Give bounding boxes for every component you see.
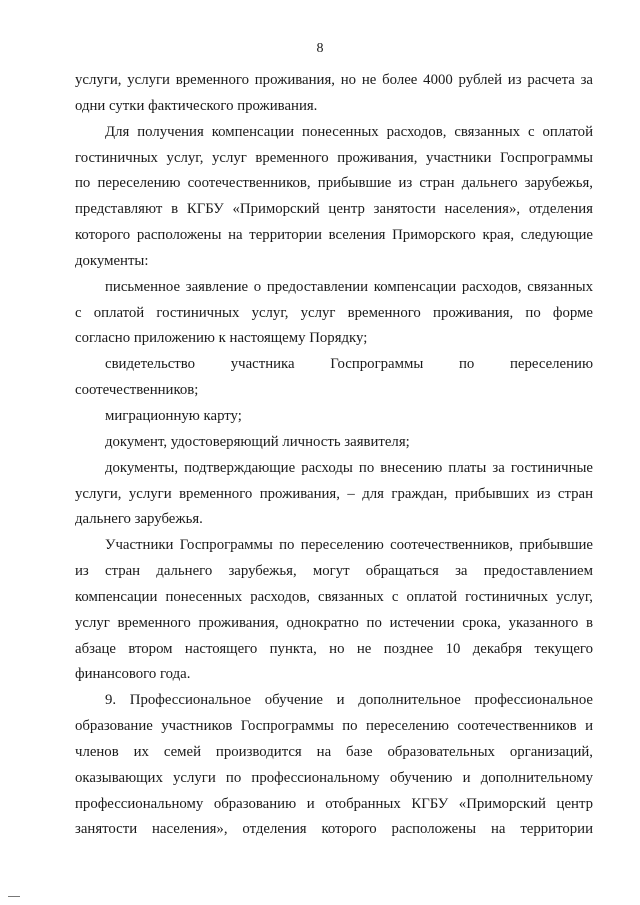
text-line: компенсации понесенных расходов, связанных с оплатой гостиничных услуг, [75,588,593,605]
text-line: документы: [75,252,149,269]
page-number: 8 [316,41,324,56]
text-line: миграционную карту; [105,407,242,424]
document-body [75,68,593,843]
text-line: одни сутки фактического проживания. [75,97,318,114]
text-line: оказывающих услуги по профессиональному обучению и дополнительному [75,769,593,786]
text-line: 9. Профессиональное обучение и дополнительное профессиональное [105,692,593,709]
text-line: абзаце втором настоящего пункта, но не позднее 10 декабря текущего [75,640,593,657]
text-line: финансового года. [75,666,191,683]
text-line: которого расположены на территории вселения Приморского края, следующие [75,227,593,244]
text-line: из стран дальнего зарубежья, могут обращаться за предоставлением [75,563,593,580]
text-line: документы, подтверждающие расходы по внесению платы за гостиничные [105,459,593,476]
text-line: согласно приложению к настоящему Порядку; [75,330,368,347]
text-line: услуги, услуги временного проживания, – для граждан, прибывших из стран [75,485,593,502]
text-line: занятости населения», отделения которого расположены на территории [75,821,593,838]
text-line: с оплатой гостиничных услуг, услуг временного проживания, по форме [75,304,593,321]
text-line: письменное заявление о предоставлении компенсации расходов, связанных [105,278,593,295]
text-line: услуг временного проживания, однократно по истечении срока, указанного в [75,614,593,631]
text-line: документ, удостоверяющий личность заявителя; [105,433,410,450]
text-line: услуги, услуги временного проживания, но не более 4000 рублей из расчета за [75,72,593,88]
scan-edge-mark [8,896,20,901]
text-line: образование участников Госпрограммы по переселению соотечественников и [75,718,593,735]
text-line: дальнего зарубежья. [75,511,203,528]
text-line: соотечественников; [75,382,199,399]
text-line: по переселению соотечественников, прибывшие из стран дальнего зарубежья, [75,175,593,192]
text-line: профессиональному образованию и отобранных КГБУ «Приморский центр [75,795,593,812]
text-line: Участники Госпрограммы по переселению соотечественников, прибывшие [105,537,593,554]
text-line: свидетельство участника Госпрограммы по переселению [105,356,593,373]
text-line: представляют в КГБУ «Приморский центр занятости населения», отделения [75,201,593,218]
text-line: гостиничных услуг, услуг временного проживания, участники Госпрограммы [75,149,593,166]
text-line: Для получения компенсации понесенных расходов, связанных с оплатой [105,123,593,140]
text-line: членов их семей производится на базе образовательных организаций, [75,743,593,760]
